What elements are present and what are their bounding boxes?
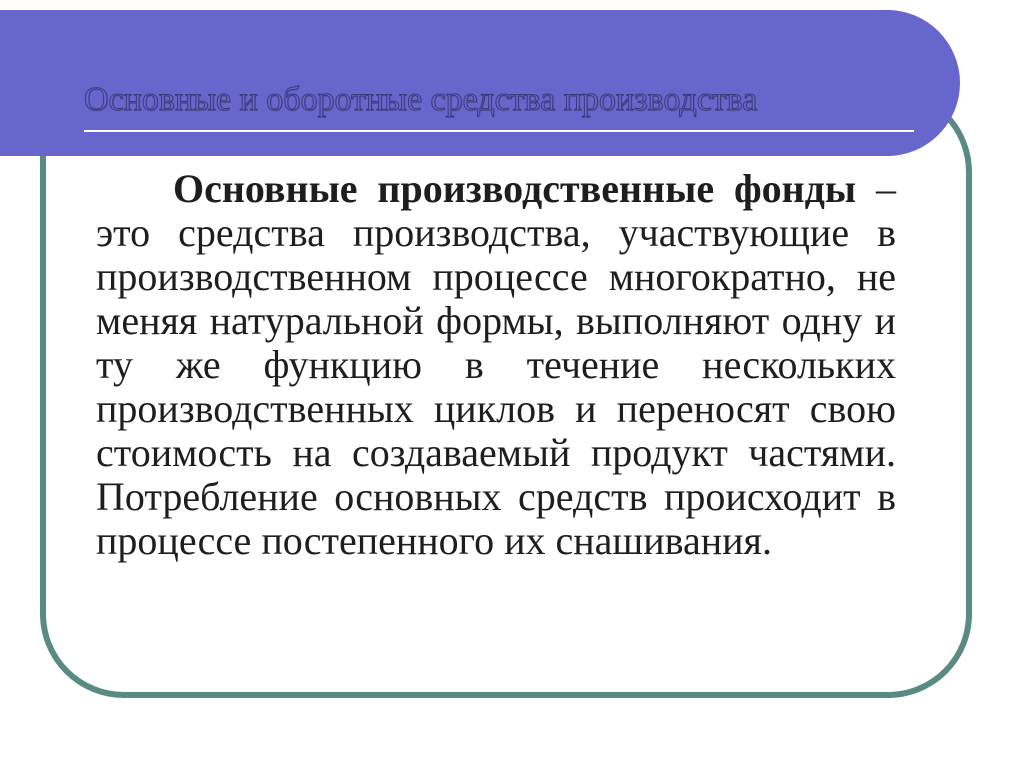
header-divider bbox=[84, 130, 914, 132]
slide-title: Основные и оборотные средства производства bbox=[84, 81, 758, 118]
definition-term: Основные производственные фонды bbox=[173, 166, 857, 211]
definition-body: – это средства производства, участвующие в производственном процессе многократно, не меняя натуральной формы, выполняют одну и ту же функцию в течение нескольких производственных циклов и переносят свою стоимость на создаваемый продукт частями. Потребление основных средств происходит в процессе постепенного их снашивания. bbox=[96, 166, 897, 563]
definition-paragraph bbox=[96, 167, 896, 563]
